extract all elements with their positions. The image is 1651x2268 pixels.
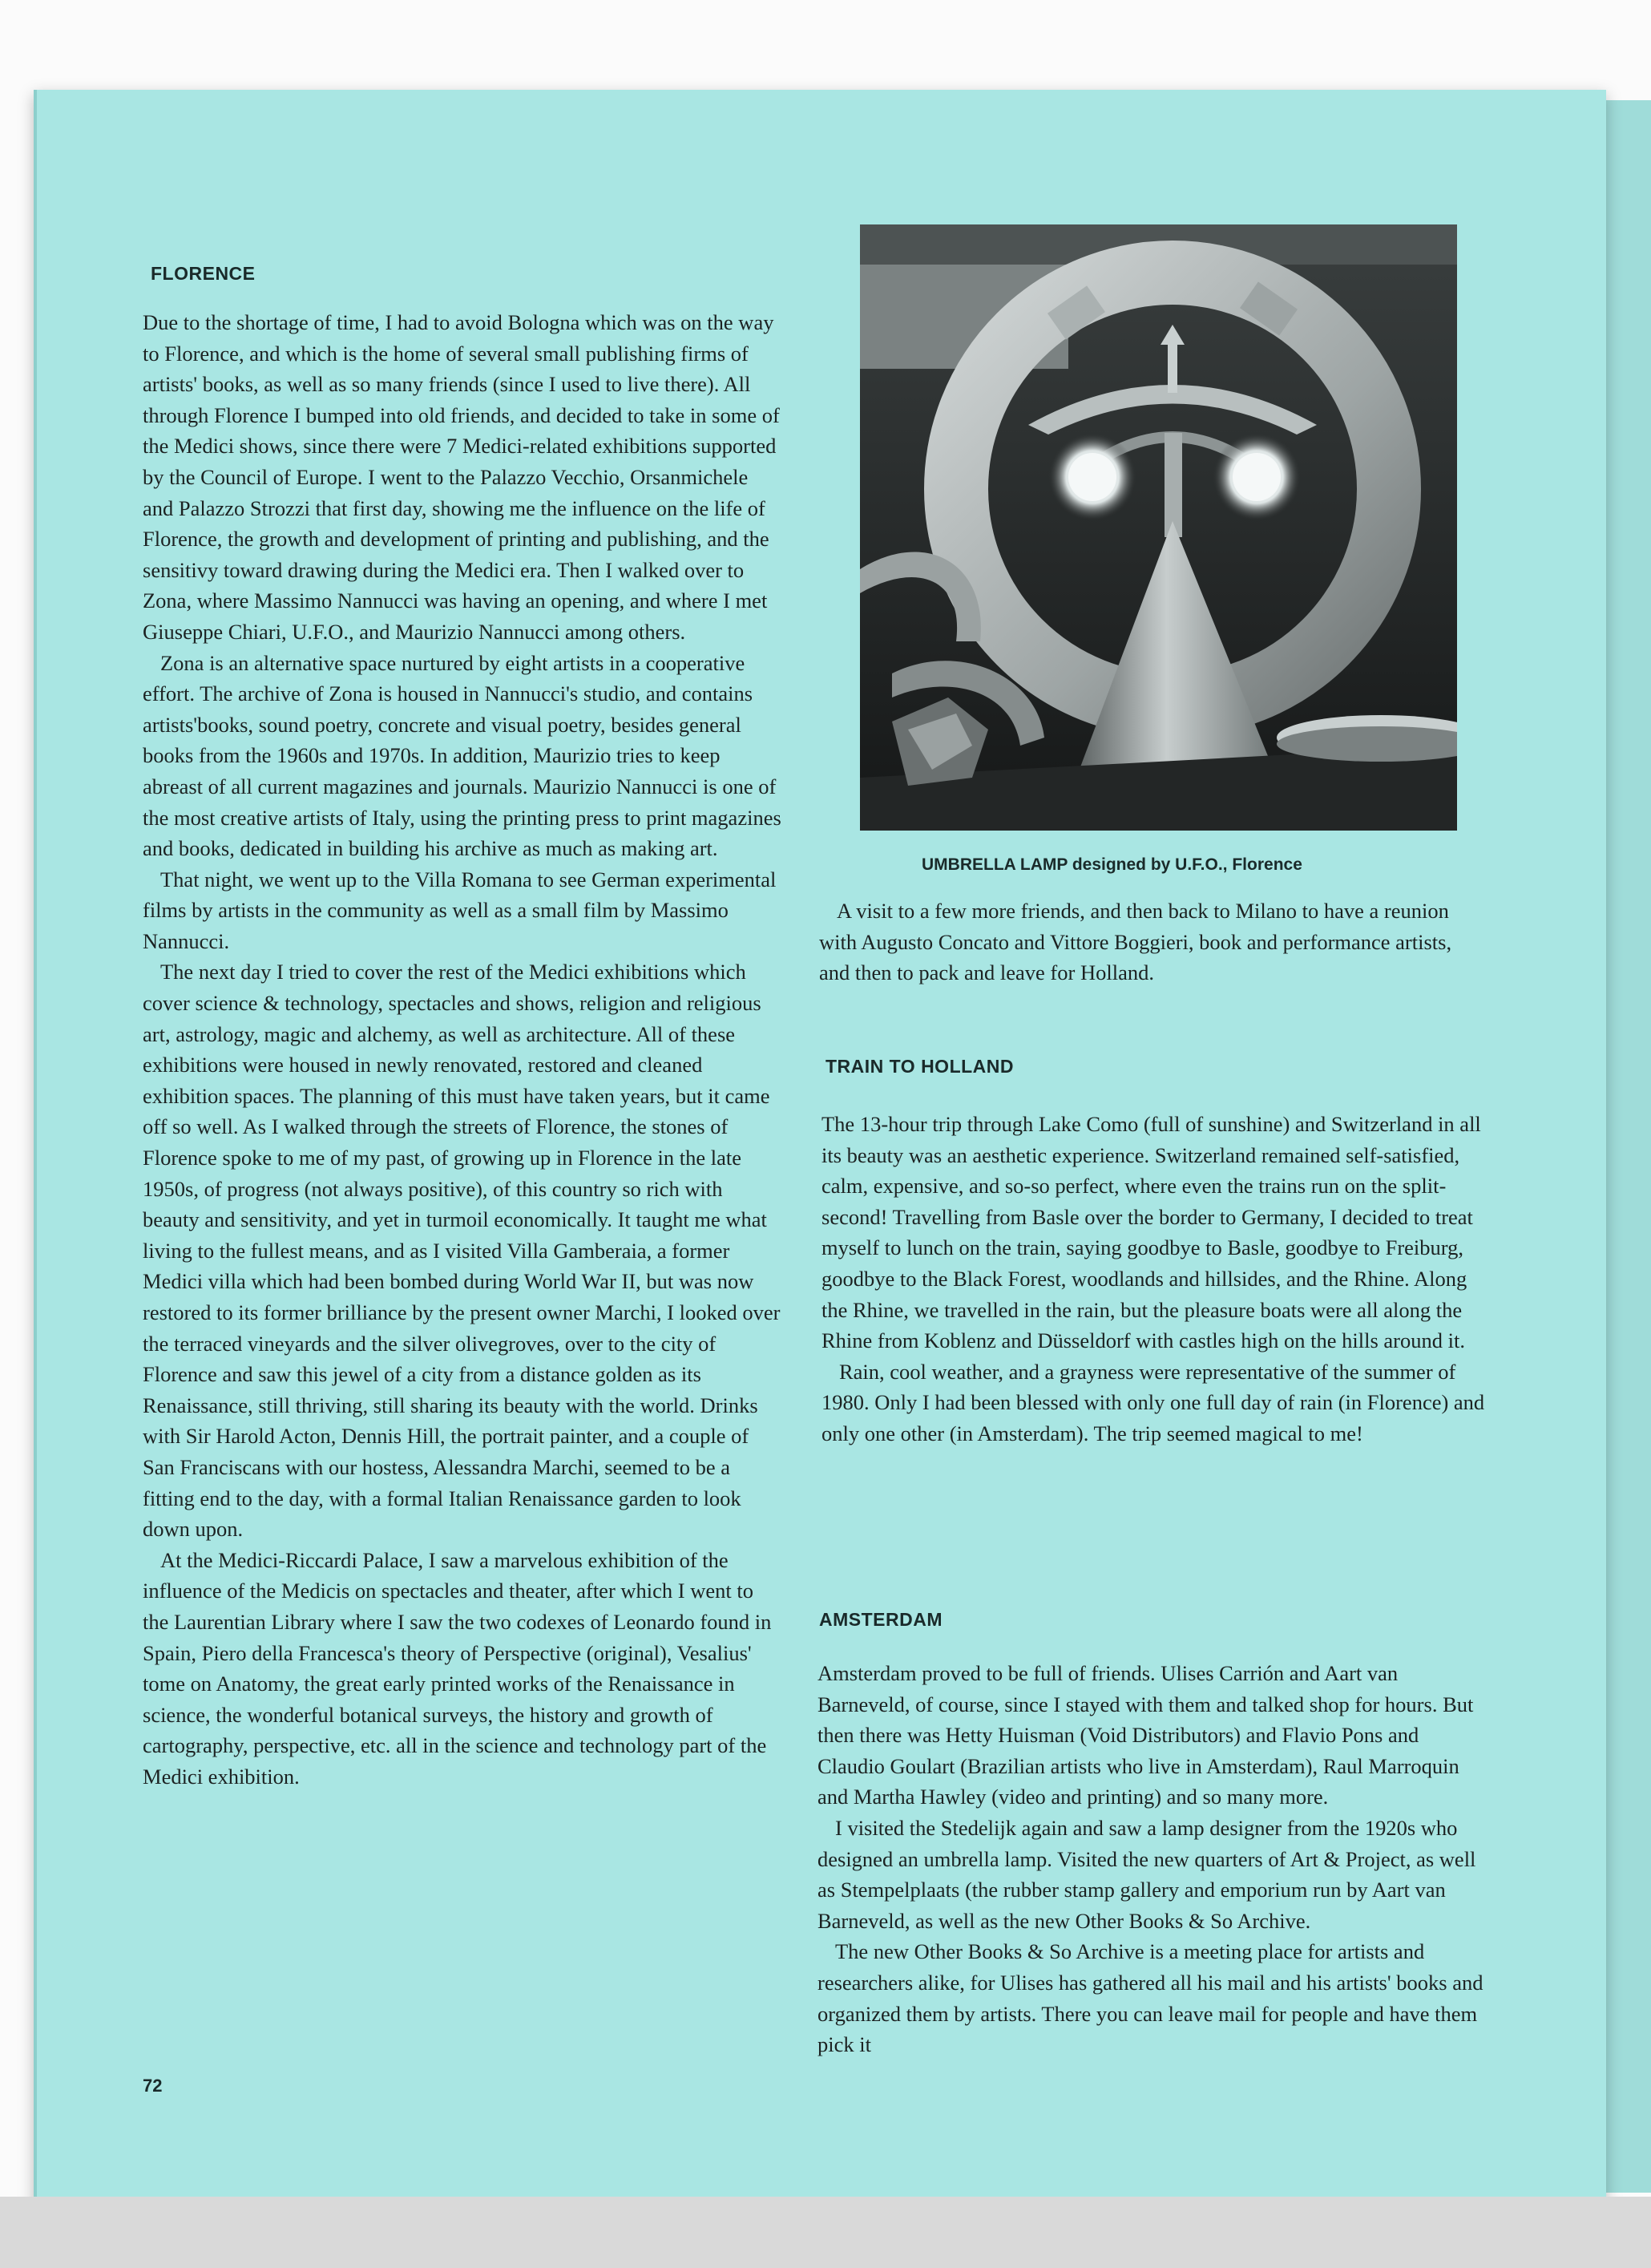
right-column-intro bbox=[819, 895, 1483, 988]
heading-florence: FLORENCE bbox=[151, 263, 256, 284]
heading-amsterdam: AMSTERDAM bbox=[819, 1609, 943, 1630]
paragraph-medici-riccardi: At the Medici-Riccardi Palace, I saw a marvelous exhibition of the influence of the Medicis on spectacles and theater, after which I went to the Laurentian Library where I saw the two codexes of Leonardo found in Spain, Piero della Francesca's theory of Perspective (original), Vesalius' tome on Anatomy, the great early printed works of the Renaissance in science, the wonderful botanical surveys, the history and growth of cartography, perspective, etc. all in the science and technology part of the Medici exhibition. bbox=[143, 1547, 772, 1789]
paragraph-amsterdam-2: I visited the Stedelijk again and saw a lamp designer from the 1920s who designed an umbrella lamp. Visited the new quarters of Art & Project, as well as Stempelplaats (the rubber stamp gallery and emporium run by Aart van Barneveld, as well as the new Other Books & So Archive. bbox=[817, 1815, 1476, 1933]
paragraph-florence-1: Due to the shortage of time, I had to avoid Bologna which was on the way to Florence, and which is the home of several small publishing firms of artists' books, as well as so many friends (since I used to live there). All through Florence I bumped into old friends, and decided to take in some of the Medici shows, since there were 7 Medici-related exhibitions supported by the Council of Europe. I went to the Palazzo Vecchio, Orsanmichele and Palazzo Strozzi that first day, showing me the influence on the life of Florence, the growth and development of printing and publishing, and the sensitivy toward drawing during the Medici era. Then I walked over to Zona, where Massimo Nannucci was having an opening, and where I met Giuseppe Chiari, U.F.O., and Maurizio Nannucci among others. bbox=[143, 310, 780, 644]
photo-caption: UMBRELLA LAMP designed by U.F.O., Florence bbox=[922, 855, 1302, 874]
right-column-train bbox=[821, 1109, 1487, 1449]
paragraph-train-2: Rain, cool weather, and a grayness were representative of the summer of 1980. Only I had been blessed with only one full day of rain (in Florence) and only one other (in Amsterdam). The trip seemed magical to me! bbox=[821, 1359, 1485, 1445]
umbrella-lamp-photo bbox=[860, 224, 1457, 831]
paragraph-train-1: The 13-hour trip through Lake Como (full of sunshine) and Switzerland in all its beauty was an aesthetic experience. Switzerland remained self-satisfied, calm, expensive, and so-so perfect, where even the trains run on the split-second! Travelling from Basle over the border to Germany, I decided to treat myself to lunch on the train, saying goodbye to Basle, goodbye to Freiburg, goodbye to the Black Forest, woodlands and hillsides, and the Rhine. Along the Rhine, we travelled in the rain, but the pleasure boats were all along the Rhine from Koblenz and Düsseldorf with castles high on the hills around it. bbox=[821, 1112, 1481, 1353]
paragraph-amsterdam-3: The new Other Books & So Archive is a meeting place for artists and researchers alike, for Ulises has gathered all his mail and his artists' books and organized them by artists. There you can leave mail for people and have them pick it bbox=[817, 1939, 1483, 2057]
paragraph-villa-romana: That night, we went up to the Villa Romana to see German experimental films by artists in the community as well as a small film by Massimo Nannucci. bbox=[143, 867, 777, 953]
paragraph-zona: Zona is an alternative space nurtured by eight artists in a cooperative effort. The archive of Zona is housed in Nannucci's studio, and contains artists'books, sound poetry, concrete and visual poetry, besides general books from the 1960s and 1970s. In addition, Maurizio tries to keep abreast of all current magazines and journals. Maurizio Nannucci is one of the most creative artists of Italy, using the printing press to print magazines and books, dedicated in building his archive as much as making art. bbox=[143, 650, 781, 861]
paragraph-next-day: The next day I tried to cover the rest of the Medici exhibitions which cover science & technology, spectacles and shows, religion and religious art, astrology, magic and alchemy, as well as architecture. All of these exhibitions were housed in newly renovated, restored and cleaned exhibition spaces. The planning of this must have taken years, but it came off so well. As I walked through the streets of Florence, the stones of Florence spoke to me of my past, of growing up in Florence in the late 1950s, of progress (not always positive), of this country so rich with beauty and sensitivity, and yet in turmoil economically. It taught me what living to the fullest means, and as I visited Villa Gamberaia, a former Medici villa which had been bombed during World War II, but was now restored to its former brilliance by the present owner Marchi, I looked over the terraced vineyards and the silver olivegroves, over to the city of Florence and saw this jewel of a city from a distance golden as its Renaissance, still thriving, still sharing its beauty with the world. Drinks with Sir Harold Acton, Dennis Hill, the portrait painter, and a couple of San Franciscans with our hostess, Alessandra Marchi, seemed to be a fitting end to the day, with a formal Italian Renaissance garden to look down upon. bbox=[143, 960, 781, 1542]
heading-train-to-holland: TRAIN TO HOLLAND bbox=[826, 1056, 1015, 1077]
table-surface bbox=[0, 2197, 1651, 2268]
paragraph-amsterdam-1: Amsterdam proved to be full of friends. Ulises Carrión and Aart van Barneveld, of course, since I stayed with them and talked shop for hours. But then there was Hetty Huisman (Void Distributors) and Flavio Pons and Claudio Goulart (Brazilian artists who live in Amsterdam), Raul Marroquin and Martha Hawley (video and printing) and so many more. bbox=[817, 1661, 1474, 1809]
paragraph-milano: A visit to a few more friends, and then back to Milano to have a reunion with Augusto Concato and Vittore Boggieri, book and performance artists, and then to pack and leave for Holland. bbox=[819, 899, 1452, 985]
page-number: 72 bbox=[143, 2076, 163, 2096]
right-column-amsterdam bbox=[817, 1658, 1488, 2060]
left-column bbox=[143, 307, 784, 1793]
